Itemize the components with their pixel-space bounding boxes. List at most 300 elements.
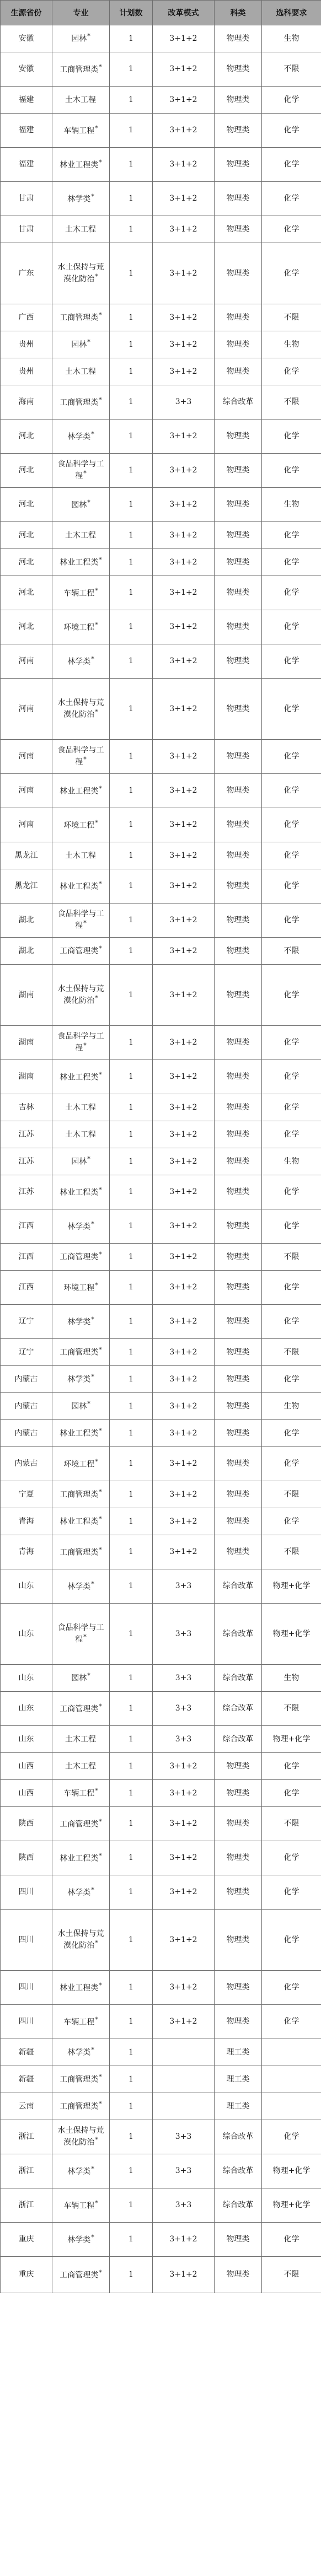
table-row [1, 1535, 321, 1569]
footnote-star: * [99, 1186, 102, 1193]
province-cell: 江苏 [1, 1148, 52, 1175]
table-row [1, 610, 321, 644]
province-cell: 河南 [1, 740, 52, 774]
plan-count-cell: 1 [110, 904, 153, 938]
subject-requirement-cell: 不限 [262, 938, 321, 965]
plan-count-cell: 1 [110, 938, 153, 965]
plan-count-cell: 1 [110, 2093, 153, 2120]
province-cell: 山西 [1, 1780, 52, 1807]
category-cell: 物理类 [215, 243, 262, 304]
footnote-star: * [87, 1672, 90, 1680]
major-name: 林业工程类 [60, 160, 99, 170]
plan-count-cell: 1 [110, 842, 153, 869]
subject-requirement-cell: 化学 [262, 2223, 321, 2257]
province-cell: 河南 [1, 808, 52, 842]
subject-requirement-cell: 化学 [262, 358, 321, 385]
table-row [1, 1910, 321, 1971]
major-cell [52, 420, 110, 454]
reform-mode-cell: 3+1+2 [153, 1780, 215, 1807]
major-name: 林学类 [67, 2167, 91, 2176]
major-name: 工商管理类 [60, 1252, 99, 1262]
category-cell: 理工类 [215, 2093, 262, 2120]
subject-requirement-cell: 化学 [262, 740, 321, 774]
footnote-star: * [99, 1546, 102, 1553]
subject-requirement-cell: 生物 [262, 488, 321, 522]
plan-count-cell: 1 [110, 2066, 153, 2093]
province-cell: 河南 [1, 774, 52, 808]
table-row [1, 740, 321, 774]
table-row [1, 2188, 321, 2223]
subject-requirement-cell: 化学 [262, 774, 321, 808]
footnote-star: * [95, 621, 98, 628]
footnote-star: * [91, 1220, 94, 1228]
plan-count-cell: 1 [110, 522, 153, 549]
category-cell: 物理类 [215, 114, 262, 148]
province-cell: 贵州 [1, 358, 52, 385]
major-cell [52, 549, 110, 576]
plan-count-cell: 1 [110, 243, 153, 304]
footnote-star: * [91, 1886, 94, 1894]
category-cell: 物理类 [215, 808, 262, 842]
major-cell [52, 216, 110, 243]
province-cell: 内蒙古 [1, 1393, 52, 1420]
major-name: 工商管理类 [60, 1820, 99, 1829]
reform-mode-cell: 3+1+2 [153, 1209, 215, 1244]
province-cell: 内蒙古 [1, 1447, 52, 1481]
footnote-star: * [91, 2233, 94, 2241]
category-cell: 物理类 [215, 1841, 262, 1875]
major-name: 车辆工程 [63, 589, 95, 598]
plan-count-cell: 1 [110, 1305, 153, 1339]
reform-mode-cell: 3+3 [153, 1692, 215, 1726]
major-cell [52, 2039, 110, 2066]
plan-count-cell: 1 [110, 2257, 153, 2293]
major-name: 水土保持与荒漠化防治 [57, 262, 104, 284]
table-row [1, 488, 321, 522]
header-reform-mode: 改革模式 [153, 1, 215, 25]
province-cell: 黑龙江 [1, 842, 52, 869]
footnote-star: * [99, 1852, 102, 1859]
plan-count-cell: 1 [110, 1508, 153, 1535]
major-name: 林学类 [67, 1888, 91, 1897]
subject-requirement-cell: 物理+化学 [262, 1726, 321, 1753]
category-cell: 物理类 [215, 1910, 262, 1971]
major-cell [52, 808, 110, 842]
reform-mode-cell: 3+1+2 [153, 842, 215, 869]
subject-requirement-cell: 生物 [262, 331, 321, 358]
major-name: 林业工程类 [60, 1188, 99, 1197]
category-cell: 物理类 [215, 576, 262, 610]
footnote-star: * [99, 1515, 102, 1523]
category-cell: 物理类 [215, 1447, 262, 1481]
reform-mode-cell: 3+3 [153, 2154, 215, 2188]
province-cell: 陕西 [1, 1841, 52, 1875]
major-cell [52, 1971, 110, 2005]
category-cell: 物理类 [215, 740, 262, 774]
subject-requirement-cell: 不限 [262, 385, 321, 420]
province-cell: 浙江 [1, 2120, 52, 2154]
subject-requirement-cell: 化学 [262, 1753, 321, 1780]
category-cell: 综合改革 [215, 2120, 262, 2154]
reform-mode-cell: 3+1+2 [153, 938, 215, 965]
footnote-star: * [99, 311, 102, 319]
reform-mode-cell: 3+1+2 [153, 87, 215, 114]
major-cell [52, 488, 110, 522]
major-cell [52, 1604, 110, 1665]
table-row [1, 1665, 321, 1692]
table-row [1, 2257, 321, 2293]
province-cell: 广西 [1, 304, 52, 331]
subject-requirement-cell: 物理+化学 [262, 1604, 321, 1665]
category-cell: 物理类 [215, 1535, 262, 1569]
table-row [1, 454, 321, 488]
subject-requirement-cell: 不限 [262, 2257, 321, 2293]
plan-count-cell: 1 [110, 2188, 153, 2223]
category-cell: 物理类 [215, 869, 262, 904]
major-name: 食品科学与工程 [57, 1032, 104, 1053]
major-cell [52, 87, 110, 114]
table-row [1, 1121, 321, 1148]
major-name: 林学类 [67, 1317, 91, 1327]
reform-mode-cell: 3+1+2 [153, 2005, 215, 2039]
footnote-star: * [83, 919, 87, 927]
province-cell: 浙江 [1, 2188, 52, 2223]
table-row [1, 1366, 321, 1393]
major-cell [52, 1121, 110, 1148]
plan-count-cell: 1 [110, 1780, 153, 1807]
reform-mode-cell: 3+1+2 [153, 549, 215, 576]
category-cell: 物理类 [215, 1305, 262, 1339]
subject-requirement-cell: 化学 [262, 576, 321, 610]
major-cell [52, 1665, 110, 1692]
province-cell: 江西 [1, 1209, 52, 1244]
footnote-star: * [99, 945, 102, 953]
category-cell: 物理类 [215, 1339, 262, 1366]
plan-count-cell: 1 [110, 1175, 153, 1209]
subject-requirement-cell: 化学 [262, 1875, 321, 1910]
major-name: 林学类 [67, 657, 91, 666]
major-name: 林业工程类 [60, 558, 99, 567]
category-cell: 物理类 [215, 1366, 262, 1393]
subject-requirement-cell: 不限 [262, 1339, 321, 1366]
province-cell: 山东 [1, 1726, 52, 1753]
subject-requirement-cell: 化学 [262, 679, 321, 740]
header-province: 生源省份 [1, 1, 52, 25]
major-cell [52, 385, 110, 420]
major-name: 园林 [71, 340, 87, 349]
major-name: 环境工程 [63, 1460, 95, 1469]
major-name: 林学类 [67, 2048, 91, 2057]
province-cell: 河北 [1, 420, 52, 454]
footnote-star: * [95, 2199, 98, 2207]
subject-requirement-cell: 生物 [262, 1393, 321, 1420]
footnote-star: * [99, 1488, 102, 1496]
major-cell [52, 1841, 110, 1875]
reform-mode-cell: 3+1+2 [153, 1841, 215, 1875]
footnote-star: * [95, 1939, 98, 1946]
reform-mode-cell: 3+1+2 [153, 2223, 215, 2257]
major-name: 土木工程 [65, 367, 96, 377]
footnote-star: * [99, 63, 102, 71]
plan-count-cell: 1 [110, 2039, 153, 2066]
major-cell [52, 1209, 110, 1244]
footnote-star: * [99, 1251, 102, 1259]
table-row [1, 1148, 321, 1175]
subject-requirement-cell: 化学 [262, 1420, 321, 1447]
plan-count-cell: 1 [110, 358, 153, 385]
footnote-star: * [99, 2268, 102, 2276]
major-cell [52, 1875, 110, 1910]
major-name: 环境工程 [63, 821, 95, 830]
major-cell [52, 869, 110, 904]
table-row [1, 1094, 321, 1121]
reform-mode-cell: 3+3 [153, 385, 215, 420]
table-row [1, 1971, 321, 2005]
major-cell [52, 1305, 110, 1339]
reform-mode-cell: 3+1+2 [153, 965, 215, 1026]
subject-requirement-cell: 生物 [262, 1665, 321, 1692]
province-cell: 河北 [1, 576, 52, 610]
plan-count-cell: 1 [110, 1604, 153, 1665]
plan-count-cell: 1 [110, 1910, 153, 1971]
table-row [1, 938, 321, 965]
footnote-star: * [99, 1346, 102, 1354]
header-subject-requirement: 选科要求 [262, 1, 321, 25]
subject-requirement-cell: 化学 [262, 1026, 321, 1060]
table-row [1, 114, 321, 148]
major-cell [52, 1807, 110, 1841]
table-row [1, 52, 321, 87]
province-cell: 辽宁 [1, 1339, 52, 1366]
province-cell: 吉林 [1, 1094, 52, 1121]
major-cell [52, 52, 110, 87]
major-name: 林业工程类 [60, 787, 99, 796]
major-name: 车辆工程 [63, 2018, 95, 2027]
major-cell [52, 1692, 110, 1726]
footnote-star: * [87, 1400, 90, 1408]
subject-requirement-cell: 不限 [262, 1692, 321, 1726]
subject-requirement-cell: 化学 [262, 808, 321, 842]
category-cell: 物理类 [215, 1508, 262, 1535]
plan-count-cell: 1 [110, 644, 153, 679]
reform-mode-cell: 3+1+2 [153, 1175, 215, 1209]
footnote-star: * [95, 1281, 98, 1289]
table-row [1, 2066, 321, 2093]
plan-count-cell: 1 [110, 1271, 153, 1305]
table-row [1, 774, 321, 808]
subject-requirement-cell: 化学 [262, 216, 321, 243]
major-name: 工商管理类 [60, 2271, 99, 2280]
footnote-star: * [99, 1071, 102, 1078]
subject-requirement-cell: 化学 [262, 1175, 321, 1209]
reform-mode-cell: 3+3 [153, 2188, 215, 2223]
table-row [1, 1420, 321, 1447]
reform-mode-cell: 3+1+2 [153, 148, 215, 182]
footnote-star: * [95, 2015, 98, 2023]
table-row [1, 385, 321, 420]
plan-count-cell: 1 [110, 87, 153, 114]
province-cell: 安徽 [1, 25, 52, 52]
reform-mode-cell: 3+1+2 [153, 610, 215, 644]
major-cell [52, 740, 110, 774]
table-row [1, 1753, 321, 1780]
plan-count-cell: 1 [110, 774, 153, 808]
major-name: 土木工程 [65, 851, 96, 861]
table-row [1, 87, 321, 114]
category-cell: 物理类 [215, 358, 262, 385]
province-cell: 四川 [1, 2005, 52, 2039]
subject-requirement-cell: 化学 [262, 2005, 321, 2039]
major-name: 土木工程 [65, 225, 96, 234]
header-category: 科类 [215, 1, 262, 25]
category-cell: 综合改革 [215, 385, 262, 420]
reform-mode-cell: 3+1+2 [153, 216, 215, 243]
province-cell: 贵州 [1, 331, 52, 358]
category-cell: 物理类 [215, 331, 262, 358]
category-cell: 物理类 [215, 644, 262, 679]
major-name: 土木工程 [65, 1130, 96, 1139]
major-cell [52, 679, 110, 740]
major-name: 环境工程 [63, 1283, 95, 1293]
reform-mode-cell: 3+1+2 [153, 869, 215, 904]
major-cell [52, 904, 110, 938]
category-cell: 物理类 [215, 1209, 262, 1244]
major-cell [52, 522, 110, 549]
plan-count-cell: 1 [110, 1060, 153, 1094]
major-name: 车辆工程 [63, 1789, 95, 1798]
plan-count-cell: 1 [110, 1726, 153, 1753]
reform-mode-cell: 3+3 [153, 1726, 215, 1753]
major-name: 林学类 [67, 432, 91, 442]
major-cell [52, 1393, 110, 1420]
major-name: 环境工程 [63, 623, 95, 632]
header-row [1, 1, 321, 25]
category-cell: 物理类 [215, 2005, 262, 2039]
subject-requirement-cell: 化学 [262, 1447, 321, 1481]
province-cell: 河北 [1, 522, 52, 549]
province-cell: 江西 [1, 1244, 52, 1271]
plan-count-cell: 1 [110, 1393, 153, 1420]
subject-requirement-cell: 物理+化学 [262, 2154, 321, 2188]
province-cell: 安徽 [1, 52, 52, 87]
subject-requirement-cell [262, 2066, 321, 2093]
province-cell: 四川 [1, 1971, 52, 2005]
major-cell [52, 576, 110, 610]
major-cell [52, 1753, 110, 1780]
category-cell: 物理类 [215, 420, 262, 454]
table-row [1, 842, 321, 869]
plan-count-cell: 1 [110, 549, 153, 576]
plan-count-cell: 1 [110, 869, 153, 904]
major-cell [52, 1726, 110, 1753]
reform-mode-cell: 3+3 [153, 1569, 215, 1604]
table-row [1, 243, 321, 304]
table-row [1, 1026, 321, 1060]
table-row [1, 869, 321, 904]
table-row [1, 1339, 321, 1366]
table-row [1, 358, 321, 385]
footnote-star: * [83, 1042, 87, 1050]
category-cell: 物理类 [215, 454, 262, 488]
subject-requirement-cell: 化学 [262, 842, 321, 869]
reform-mode-cell: 3+1+2 [153, 1753, 215, 1780]
province-cell: 江苏 [1, 1121, 52, 1148]
major-name: 土木工程 [65, 1762, 96, 1771]
reform-mode-cell: 3+1+2 [153, 1420, 215, 1447]
major-cell [52, 243, 110, 304]
table-row [1, 644, 321, 679]
reform-mode-cell: 3+3 [153, 1604, 215, 1665]
major-cell [52, 2066, 110, 2093]
table-row [1, 1841, 321, 1875]
footnote-star: * [91, 430, 94, 438]
table-row [1, 1447, 321, 1481]
table-row [1, 1780, 321, 1807]
province-cell: 新疆 [1, 2066, 52, 2093]
subject-requirement-cell: 化学 [262, 1508, 321, 1535]
reform-mode-cell: 3+1+2 [153, 114, 215, 148]
subject-requirement-cell: 化学 [262, 644, 321, 679]
reform-mode-cell [153, 2093, 215, 2120]
reform-mode-cell: 3+1+2 [153, 1971, 215, 2005]
reform-mode-cell: 3+1+2 [153, 576, 215, 610]
major-cell [52, 1244, 110, 1271]
major-name: 水土保持与荒漠化防治 [57, 1929, 104, 1950]
table-body [1, 25, 321, 2293]
province-cell: 河南 [1, 644, 52, 679]
reform-mode-cell: 3+1+2 [153, 1305, 215, 1339]
province-cell: 山西 [1, 1753, 52, 1780]
category-cell: 物理类 [215, 25, 262, 52]
plan-count-cell: 1 [110, 25, 153, 52]
reform-mode-cell: 3+1+2 [153, 774, 215, 808]
footnote-star: * [95, 124, 98, 132]
category-cell: 物理类 [215, 1094, 262, 1121]
major-name: 园林 [71, 34, 87, 44]
category-cell: 物理类 [215, 774, 262, 808]
plan-count-cell: 1 [110, 1026, 153, 1060]
major-cell [52, 965, 110, 1026]
footnote-star: * [99, 880, 102, 888]
category-cell: 物理类 [215, 1148, 262, 1175]
footnote-star: * [87, 498, 90, 506]
plan-count-cell: 1 [110, 148, 153, 182]
plan-count-cell: 1 [110, 216, 153, 243]
table-row [1, 679, 321, 740]
major-cell [52, 2188, 110, 2223]
major-cell [52, 304, 110, 331]
table-row [1, 1393, 321, 1420]
subject-requirement-cell: 生物 [262, 1148, 321, 1175]
reform-mode-cell: 3+1+2 [153, 1393, 215, 1420]
table-header [1, 1, 321, 25]
footnote-star: * [95, 2136, 98, 2144]
major-name: 林业工程类 [60, 1073, 99, 1082]
table-row [1, 1604, 321, 1665]
reform-mode-cell: 3+1+2 [153, 808, 215, 842]
category-cell: 物理类 [215, 842, 262, 869]
reform-mode-cell: 3+1+2 [153, 1508, 215, 1535]
plan-count-cell: 1 [110, 1148, 153, 1175]
category-cell: 物理类 [215, 610, 262, 644]
subject-requirement-cell: 化学 [262, 549, 321, 576]
major-name: 水土保持与荒漠化防治 [57, 984, 104, 1005]
category-cell: 物理类 [215, 1244, 262, 1271]
subject-requirement-cell: 化学 [262, 454, 321, 488]
subject-requirement-cell: 不限 [262, 1807, 321, 1841]
province-cell: 河南 [1, 679, 52, 740]
plan-count-cell: 1 [110, 420, 153, 454]
